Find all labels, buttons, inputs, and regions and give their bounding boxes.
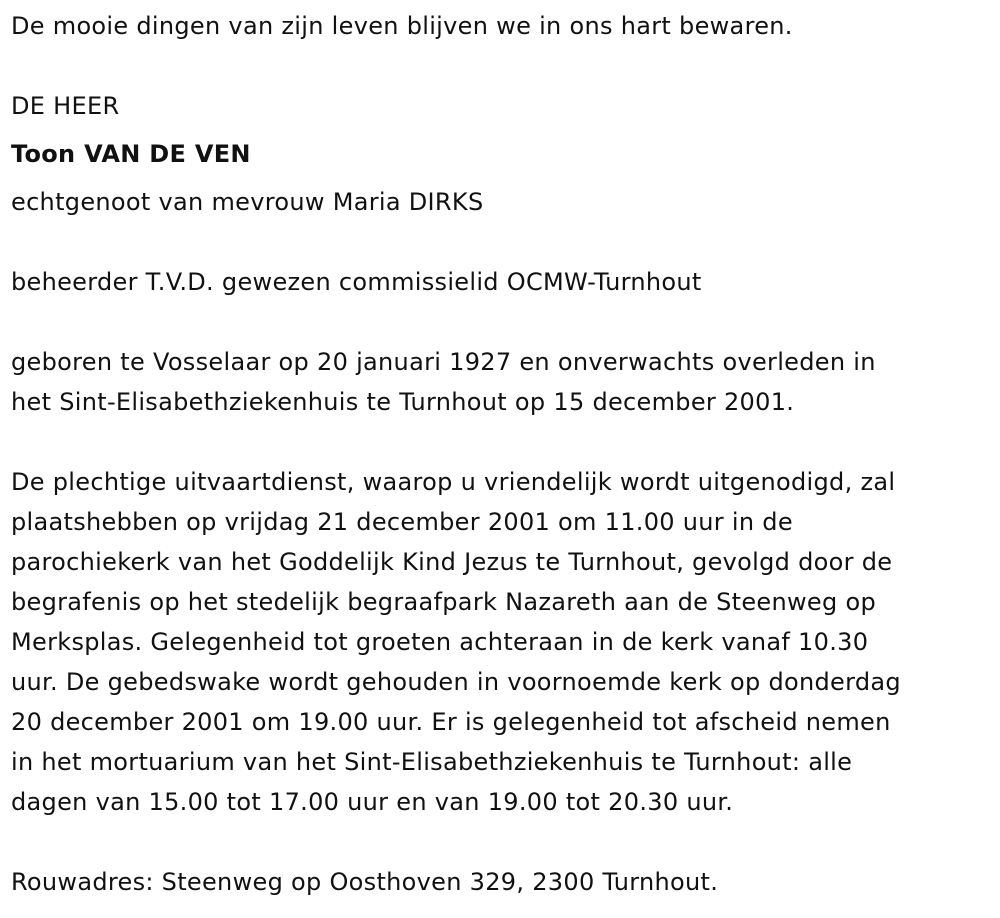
deceased-name: Toon VAN DE VEN bbox=[11, 140, 251, 168]
ceremony-line: 20 december 2001 om 19.00 uur. Er is gelegenheid tot afscheid nemen bbox=[11, 708, 891, 736]
birth-death-line: geboren te Vosselaar op 20 januari 1927 en onverwachts overleden in bbox=[11, 348, 876, 376]
function-line: beheerder T.V.D. gewezen commissielid OCMW-Turnhout bbox=[11, 268, 702, 296]
ceremony-line: begrafenis op het stedelijk begraafpark Nazareth aan de Steenweg op bbox=[11, 588, 876, 616]
ceremony-line: plaatshebben op vrijdag 21 december 2001 om 11.00 uur in de bbox=[11, 508, 793, 536]
birth-death-line: het Sint-Elisabethziekenhuis te Turnhout op 15 december 2001. bbox=[11, 388, 795, 416]
address-line: Rouwadres: Steenweg op Oosthoven 329, 2300 Turnhout. bbox=[11, 868, 719, 896]
ceremony-line: De plechtige uitvaartdienst, waarop u vriendelijk wordt uitgenodigd, zal bbox=[11, 468, 896, 496]
honorific: DE HEER bbox=[11, 92, 120, 120]
spouse-line: echtgenoot van mevrouw Maria DIRKS bbox=[11, 188, 484, 216]
motto: De mooie dingen van zijn leven blijven we in ons hart bewaren. bbox=[11, 12, 793, 40]
ceremony-line: Merksplas. Gelegenheid tot groeten achteraan in de kerk vanaf 10.30 bbox=[11, 628, 869, 656]
ceremony-line: in het mortuarium van het Sint-Elisabethziekenhuis te Turnhout: alle bbox=[11, 748, 853, 776]
ceremony-line: parochiekerk van het Goddelijk Kind Jezus te Turnhout, gevolgd door de bbox=[11, 548, 893, 576]
ceremony-line: uur. De gebedswake wordt gehouden in voornoemde kerk op donderdag bbox=[11, 668, 901, 696]
ceremony-line: dagen van 15.00 tot 17.00 uur en van 19.00 tot 20.30 uur. bbox=[11, 788, 734, 816]
